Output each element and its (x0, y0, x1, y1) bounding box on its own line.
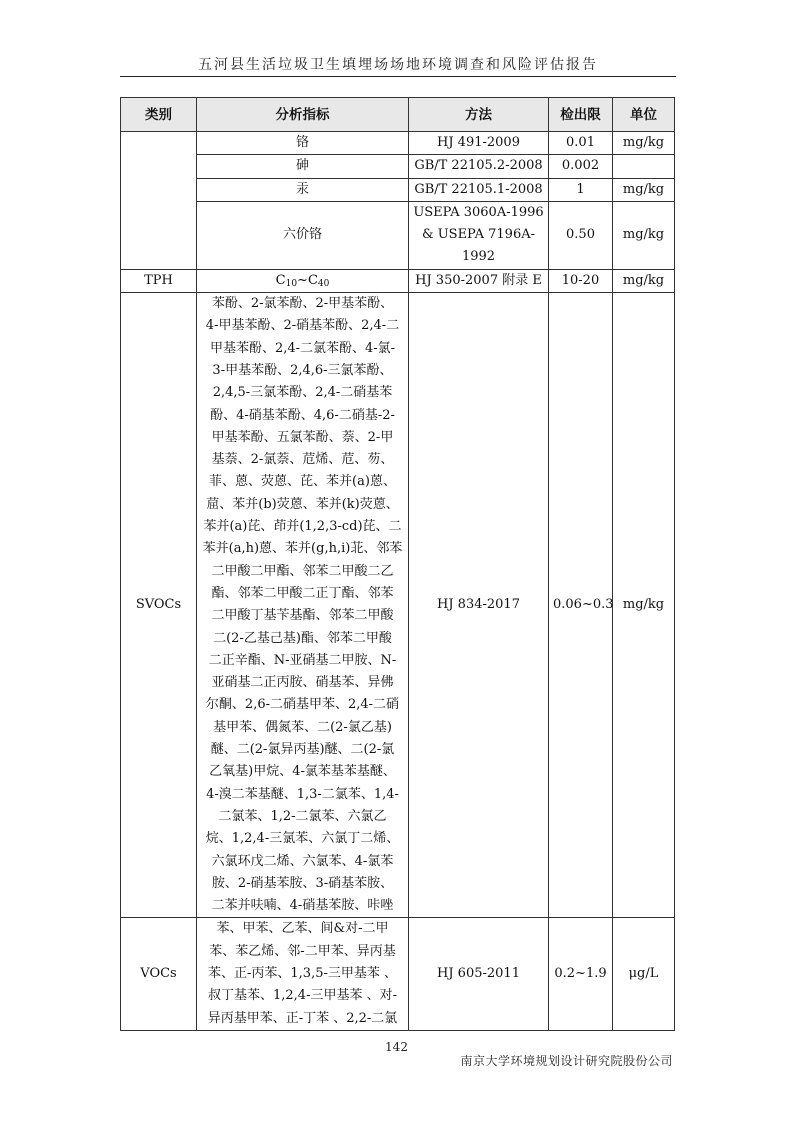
limit-cell: 0.01 (549, 132, 613, 155)
analyte-line: 乙氧基)甲烷、4-氯苯基苯基醚、 (209, 764, 396, 780)
analyte-line: 4-甲基苯酚、2-硝基苯酚、2,4-二 (205, 318, 400, 334)
carbon-label: C (275, 272, 286, 288)
limit-cell: 0.002 (549, 155, 613, 178)
method-cell: HJ 491-2009 (409, 132, 549, 155)
analyte-line: 酯、邻苯二甲酸二正丁酯、邻苯 (211, 585, 394, 601)
analyte-line: 2,4,5-三氯苯酚、2,4-二硝基苯 (212, 385, 393, 401)
analyte-line: 亚硝基二正丙胺、硝基苯、异佛 (211, 675, 394, 691)
method-cell: GB/T 22105.2-2008 (409, 155, 549, 178)
analyte-line: 六氯环戊二烯、六氯苯、4-氯苯 (211, 853, 394, 869)
document-header-title: 五河县生活垃圾卫生填埋场场地环境调查和风险评估报告 (198, 57, 598, 73)
header-rule (120, 76, 676, 77)
method-line: 1992 (461, 249, 496, 265)
method-line: USEPA 3060A-1996 (413, 204, 544, 220)
analyte-line: 苯、甲苯、乙苯、间&对-二甲 (216, 921, 389, 937)
analyte-line: 苯、苯乙烯、邻-二甲苯、异丙基 (209, 943, 396, 959)
analyte-list-cell (197, 918, 409, 1030)
limit-cell: 10-20 (549, 269, 613, 292)
page-number: 142 (385, 1040, 408, 1054)
unit-cell (613, 155, 675, 178)
unit-cell: mg/kg (613, 201, 675, 269)
analyte-line: 苯酚、2-氯苯酚、2-甲基苯酚、 (211, 296, 394, 312)
analyte-line: 䓛、苯并(b)荧蒽、苯并(k)荧蒽、 (206, 496, 399, 512)
method-cell: HJ 605-2011 (409, 918, 549, 1030)
column-header-method: 方法 (409, 98, 549, 132)
analyte-line: 甲基苯酚、2,4-二氯苯酚、4-氯- (209, 340, 396, 356)
column-header-limit: 检出限 (549, 98, 613, 132)
analyte-line: 菲、蒽、荧蒽、芘、苯并(a)蒽、 (209, 474, 396, 490)
analyte-line: 二苯并呋喃、4-硝基苯胺、咔唑 (211, 898, 394, 914)
carbon-subscript-end: 40 (317, 278, 330, 289)
method-line: & USEPA 7196A- (422, 227, 535, 243)
analyte-line: 二(2-乙基己基)酯、邻苯二甲酸 (213, 630, 392, 646)
table-header-row (121, 98, 675, 132)
column-header-analyte: 分析指标 (197, 98, 409, 132)
category-cell: TPH (121, 269, 197, 292)
analyte-cell: 六价铬 (197, 201, 409, 269)
method-cell: HJ 350-2007 附录 E (409, 269, 549, 292)
analyte-line: 二氯苯、1,2-二氯苯、六氯乙 (218, 808, 387, 824)
analyte-line: 基萘、2-氯萘、苊烯、苊、芴、 (211, 452, 394, 468)
analyte-list-cell (197, 293, 409, 918)
analyte-line: 4-溴二苯基醚、1,3-二氯苯、1,4- (206, 786, 399, 802)
analyte-line: 尔酮、2,6-二硝基甲苯、2,4-二硝 (205, 697, 400, 713)
analyte-line: 3-甲基苯酚、2,4,6-三氯苯酚、 (212, 362, 393, 378)
unit-cell: mg/kg (613, 132, 675, 155)
analyte-line: 基甲苯、偶氮苯、二(2-氯乙基) (213, 719, 392, 735)
method-cell (409, 201, 549, 269)
analyte-line: 苯并(a)芘、茚并(1,2,3-cd)芘、二 (203, 519, 402, 535)
method-cell: GB/T 22105.1-2008 (409, 178, 549, 201)
analyte-line: 胺、2-硝基苯胺、3-硝基苯胺、 (211, 875, 394, 891)
analyte-line: 酚、4-硝基苯酚、4,6-二硝基-2- (210, 407, 395, 423)
analyte-cell: 汞 (197, 178, 409, 201)
category-cell-metals (121, 132, 197, 270)
column-header-unit: 单位 (613, 98, 675, 132)
table-row-svocs (121, 293, 675, 918)
analyte-line: 苯并(a,h)蒽、苯并(g,h,i)苝、邻苯 (202, 541, 403, 557)
footer-organization: 南京大学环境规划设计研究院股份公司 (460, 1054, 673, 1068)
category-cell: VOCs (121, 918, 197, 1030)
analyte-line: 叔丁基苯、1,2,4-三甲基苯 、对- (208, 988, 397, 1004)
limit-cell: 0.50 (549, 201, 613, 269)
table-row (121, 201, 675, 269)
limit-cell: 0.06~0.3 (549, 293, 613, 918)
carbon-subscript-start: 10 (285, 278, 298, 289)
analyte-line: 二甲酸二甲酯、邻苯二甲酸二乙 (211, 563, 394, 579)
analyte-cell: 砷 (197, 155, 409, 178)
column-header-category: 类别 (121, 98, 197, 132)
unit-cell: mg/kg (613, 178, 675, 201)
unit-cell: mg/kg (613, 293, 675, 918)
unit-cell: μg/L (613, 918, 675, 1030)
category-cell: SVOCs (121, 293, 197, 918)
table-row-vocs (121, 918, 675, 1030)
analyte-line: 醚、二(2-氯异丙基)醚、二(2-氯 (210, 742, 395, 758)
analyte-line: 甲基苯酚、五氯苯酚、萘、2-甲 (211, 429, 394, 445)
table-row (121, 155, 675, 178)
analyte-line: 苯、正-丙苯、1,3,5-三甲基苯 、 (208, 965, 397, 981)
table-row-tph (121, 269, 675, 292)
analyte-line: 烷、1,2,4-三氯苯、六氯丁二烯、 (205, 831, 400, 847)
analyte-line: 异丙基甲苯、正-丁苯 、2,2-二氯 (207, 1010, 398, 1026)
table-row (121, 132, 675, 155)
table-row (121, 178, 675, 201)
analyte-cell: 铬 (197, 132, 409, 155)
limit-cell: 0.2~1.9 (549, 918, 613, 1030)
analysis-methods-table (120, 97, 675, 1031)
method-cell: HJ 834-2017 (409, 293, 549, 918)
carbon-range-separator: ~C (297, 272, 318, 288)
analyte-line: 二正辛酯、N-亚硝基二甲胺、N- (208, 652, 397, 668)
unit-cell: mg/kg (613, 269, 675, 292)
limit-cell: 1 (549, 178, 613, 201)
analyte-cell (197, 269, 409, 292)
analyte-line: 二甲酸丁基苄基酯、邻苯二甲酸 (211, 608, 394, 624)
